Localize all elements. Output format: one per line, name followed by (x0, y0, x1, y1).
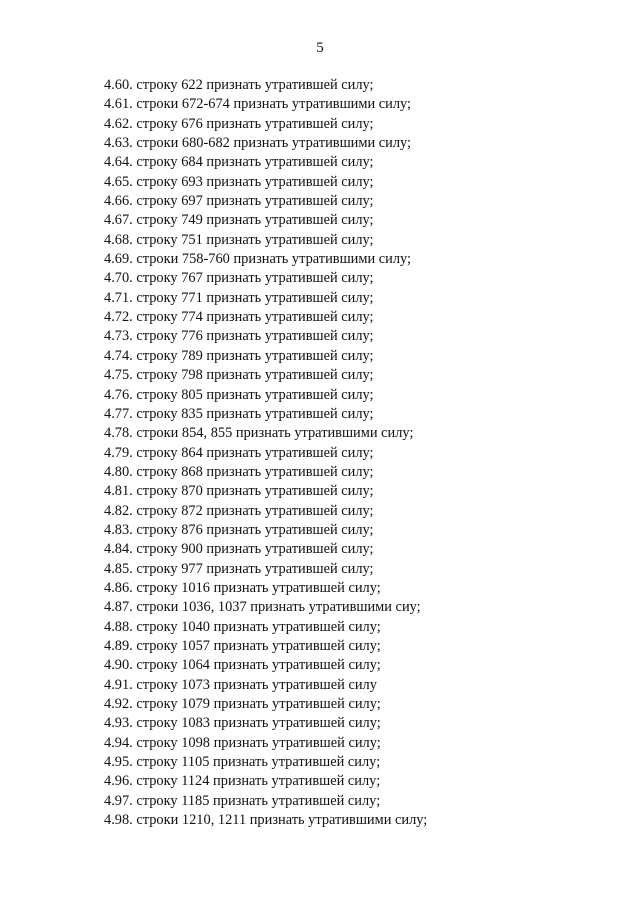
list-item: 4.92. строку 1079 признать утратившей силу; (104, 696, 381, 712)
list-item: 4.62. строку 676 признать утратившей силу; (104, 115, 374, 132)
list-item: 4.63. строки 680-682 признать утратившими силу; (104, 135, 412, 152)
list-item: 4.82. строку 872 признать утратившей силу; (104, 502, 374, 519)
list-item: 4.67. строку 749 признать утратившей силу; (104, 212, 374, 229)
list-item: 4.60. строку 622 признать утратившей силу; (104, 77, 374, 93)
list-item: 4.61. строки 672-674 признать утратившими силу; (104, 96, 412, 113)
list-item: 4.64. строку 684 признать утратившей силу; (104, 154, 374, 171)
list-item: 4.71. строку 771 признать утратившей силу; (104, 289, 374, 306)
list-item: 4.87. строки 1036, 1037 признать утратившими сиу; (104, 599, 421, 616)
list-item: 4.77. строку 835 признать утратившей силу; (104, 405, 374, 422)
list-item: 4.94. строку 1098 признать утратившей силу; (104, 734, 381, 751)
list-item: 4.79. строку 864 признать утратившей силу; (104, 444, 374, 461)
list-item: 4.73. строку 776 признать утратившей силу; (104, 328, 374, 345)
list-item: 4.90. строку 1064 признать утратившей силу; (104, 657, 381, 674)
list-item: 4.85. строку 977 признать утратившей силу; (104, 560, 374, 577)
list-item: 4.86. строку 1016 признать утратившей силу; (104, 579, 381, 596)
list-item: 4.93. строку 1083 признать утратившей силу; (104, 715, 381, 732)
list-item: 4.66. строку 697 признать утратившей силу; (104, 193, 374, 210)
list-item: 4.68. строку 751 признать утратившей силу; (104, 231, 374, 248)
list-item: 4.89. строку 1057 признать утратившей силу; (104, 637, 381, 654)
list-item: 4.76. строку 805 признать утратившей силу; (104, 386, 374, 403)
page-number: 5 (316, 40, 324, 56)
list-item: 4.88. строку 1040 признать утратившей силу; (104, 618, 381, 635)
list-item: 4.95. строку 1105 признать утратившей силу; (104, 754, 381, 771)
list-item: 4.74. строку 789 признать утратившей силу; (104, 347, 374, 364)
list-item: 4.96. строку 1124 признать утратившей силу; (104, 773, 381, 790)
list-item: 4.97. строку 1185 признать утратившей силу; (104, 792, 381, 809)
list-item: 4.84. строку 900 признать утратившей силу; (104, 541, 374, 558)
list-item: 4.75. строку 798 признать утратившей силу; (104, 367, 374, 384)
list-item: 4.70. строку 767 признать утратившей силу; (104, 270, 374, 287)
list-item: 4.91. строку 1073 признать утратившей силу (104, 676, 377, 693)
list-item: 4.72. строку 774 признать утратившей силу; (104, 309, 374, 326)
list-item: 4.78. строки 854, 855 признать утратившими силу; (104, 425, 414, 442)
list-item: 4.81. строку 870 признать утратившей силу; (104, 483, 374, 500)
item-list (104, 76, 427, 830)
list-item: 4.83. строку 876 признать утратившей силу; (104, 521, 374, 538)
list-item: 4.98. строки 1210, 1211 признать утратившими силу; (104, 812, 428, 829)
list-item: 4.80. строку 868 признать утратившей силу; (104, 463, 374, 480)
list-item: 4.65. строку 693 признать утратившей силу; (104, 173, 374, 190)
list-item: 4.69. строки 758-760 признать утратившими силу; (104, 251, 412, 268)
